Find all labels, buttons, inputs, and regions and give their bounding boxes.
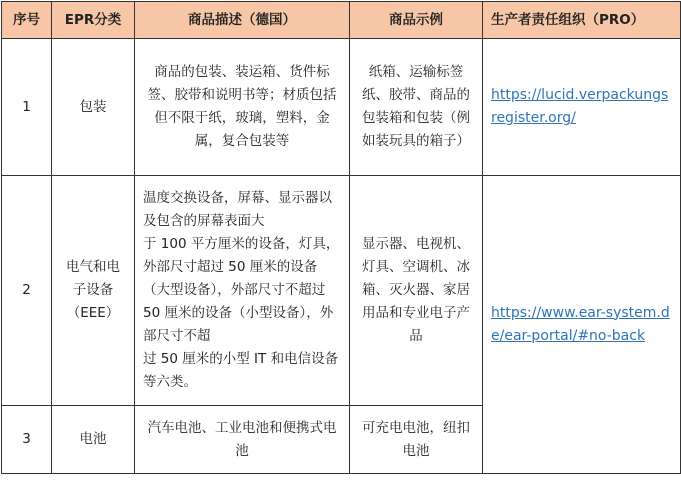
row-number: 2 (2, 176, 52, 406)
description-cell (135, 176, 350, 406)
description-cell: 汽车电池、工业电池和便携式电池 (135, 406, 350, 474)
examples-cell: 纸箱、运输标签纸、胶带、商品的包装箱和包装（例如装玩具的箱子） (350, 39, 483, 176)
pro-link-eee[interactable]: https://www.ear-system.de/ear-portal/#no-back (491, 304, 670, 344)
epr-table (1, 1, 681, 474)
category-cell: 包装 (52, 39, 135, 176)
header-row (2, 2, 681, 39)
description-line: 于 100 平方厘米的设备，灯具，外部尺寸超过 50 厘米的设备（大型设备），外部尺寸不超过 50 厘米的设备（小型设备），外部尺寸不超 (143, 236, 340, 344)
row-number: 1 (2, 39, 52, 176)
examples-cell: 显示器、电视机、灯具、空调机、冰箱、灭火器、家居用品和专业电子产品 (350, 176, 483, 406)
table-row-eee (2, 176, 681, 406)
description-cell: 商品的包装、装运箱、货件标签、胶带和说明书等；材质包括但不限于纸，玻璃，塑料，金属，复合包装等 (135, 39, 350, 176)
header-no: 序号 (2, 2, 52, 39)
category-cell: 电气和电子设备（EEE） (52, 176, 135, 406)
header-examples: 商品示例 (350, 2, 483, 39)
pro-cell (483, 39, 681, 176)
header-description: 商品描述（德国） (135, 2, 350, 39)
header-category: EPR分类 (52, 2, 135, 39)
examples-cell: 可充电电池，纽扣电池 (350, 406, 483, 474)
description-line: 温度交换设备，屏幕、显示器以及包含的屏幕表面大 (143, 190, 332, 229)
description-line: 过 50 厘米的小型 IT 和电信设备等六类。 (143, 351, 339, 390)
table-row-packaging (2, 39, 681, 176)
pro-cell (483, 176, 681, 474)
header-pro: 生产者责任组织（PRO） (483, 2, 681, 39)
row-number: 3 (2, 406, 52, 474)
pro-link-packaging[interactable]: https://lucid.verpackungsregister.org/ (491, 87, 669, 126)
category-cell: 电池 (52, 406, 135, 474)
